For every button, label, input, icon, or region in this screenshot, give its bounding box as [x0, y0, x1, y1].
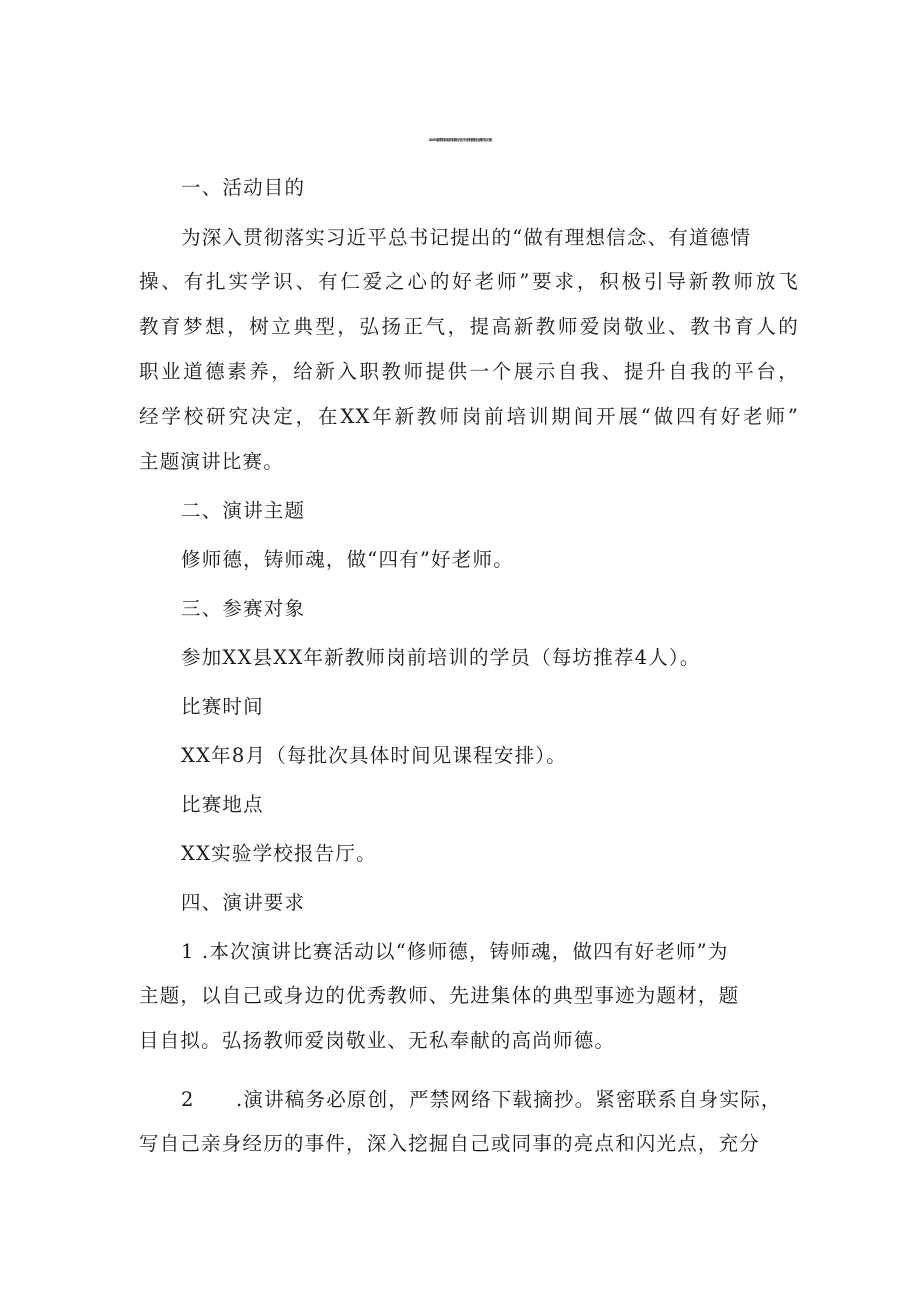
paragraph-line: 职业道德素养，给新入职教师提供一个展示自我、提升自我的平台， — [139, 360, 799, 383]
section-heading-requirements: 四、演讲要求 — [181, 891, 306, 914]
paragraph-line: 2 .演讲稿务必原创，严禁网络下载摘抄。紧密联系自身实际， — [181, 1088, 782, 1111]
paragraph-line: 教育梦想，树立典型，弘扬正气，提高新教师爱岗敬业、教书育人的 — [139, 315, 799, 338]
paragraph-line: 经学校研究决定，在XX年新教师岗前培训期间开展“做四有好老师” — [139, 405, 799, 428]
subheading-time: 比赛时间 — [181, 695, 264, 718]
section-heading-purpose: 一、活动目的 — [181, 176, 306, 199]
paragraph-line: 参加XX县XX年新教师岗前培训的学员（每坊推荐4人）。 — [181, 646, 701, 669]
section-heading-participants: 三、参赛对象 — [181, 597, 306, 620]
document-title: 2023年新教师岗前培训做“四有”好老师演讲比赛活动方案 — [428, 138, 492, 142]
paragraph-line: 写自己亲身经历的事件，深入挖掘自己或同事的亮点和闪光点，充分 — [139, 1132, 761, 1155]
subheading-location: 比赛地点 — [181, 793, 264, 816]
paragraph-line: 修师德，铸师魂，做“四有”好老师。 — [181, 548, 514, 571]
section-heading-theme: 二、演讲主题 — [181, 499, 306, 522]
paragraph-line: 为深入贯彻落实习近平总书记提出的“做有理想信念、有道德情 — [181, 226, 752, 249]
paragraph-line: XX年8月（每批次具体时间见课程安排）。 — [181, 744, 567, 767]
paragraph-line: 1 .本次演讲比赛活动以“修师德，铸师魂，做四有好老师”为 — [181, 940, 729, 963]
paragraph-line: 主题，以自己或身边的优秀教师、先进集体的典型事迹为题材，题 — [139, 984, 740, 1007]
paragraph-line: 主题演讲比赛。 — [139, 450, 284, 473]
paragraph-line: XX实验学校报告厅。 — [181, 842, 377, 865]
paragraph-line: 目自拟。弘扬教师爱岗敬业、无私奉献的高尚师德。 — [139, 1029, 616, 1052]
paragraph-line: 操、有扎实学识、有仁爱之心的好老师”要求，积极引导新教师放飞 — [139, 270, 799, 293]
